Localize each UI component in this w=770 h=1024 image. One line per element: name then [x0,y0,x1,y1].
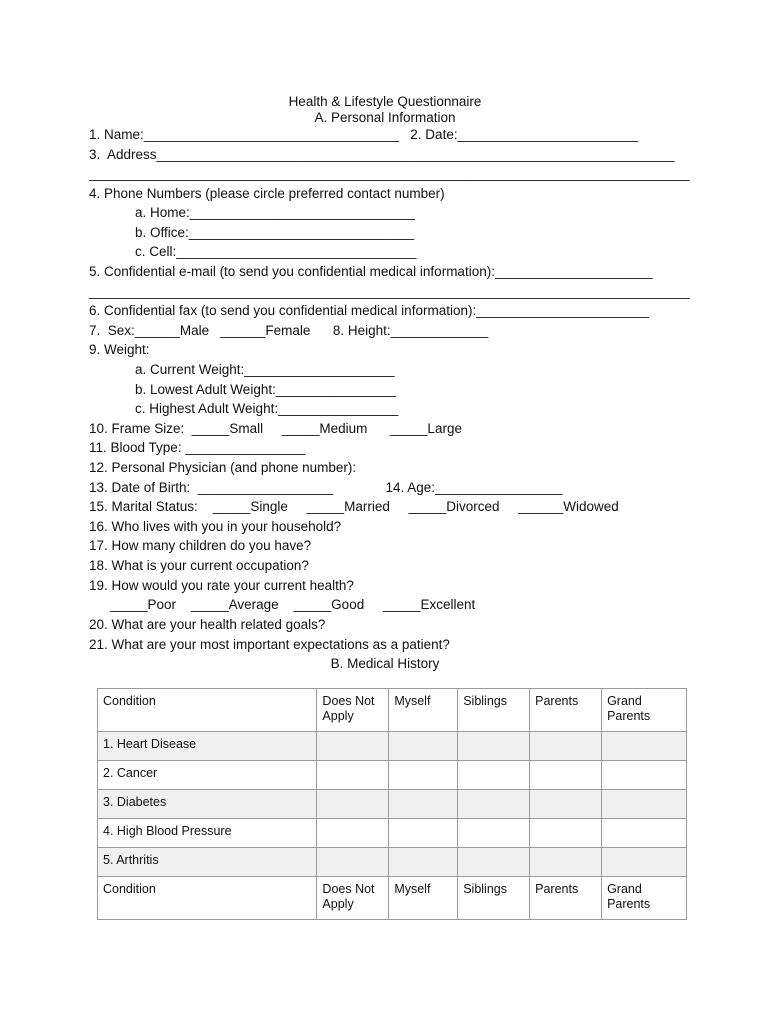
physician-label: 12. Personal Physician (and phone number): [89,460,357,475]
condition-diabetes: 3. Diabetes [98,790,317,819]
section-a-heading: A. Personal Information [314,110,456,125]
cell-does-not-apply[interactable] [317,848,389,877]
cell-siblings[interactable] [458,848,530,877]
cell-siblings[interactable] [458,790,530,819]
cell-does-not-apply[interactable] [317,732,389,761]
questionnaire-title: Health & Lifestyle Questionnaire [288,94,482,109]
cell-phone-field[interactable]: c. Cell:________________________________ [135,244,417,259]
header-myself: Myself [389,689,458,732]
rate-health-question: 19. How would you rate your current health? [89,578,354,593]
cell-grand-parents[interactable] [602,819,687,848]
cell-grand-parents[interactable] [602,761,687,790]
occupation-question: 18. What is your current occupation? [89,558,309,573]
cell-does-not-apply[interactable] [317,790,389,819]
address-continued-line[interactable]: ________________________________________________________________________________ [89,166,690,181]
fax-field[interactable]: 6. Confidential fax (to send you confidential medical information):_______________________ [89,303,649,318]
condition-cancer: 2. Cancer [98,761,317,790]
cell-does-not-apply[interactable] [317,761,389,790]
cell-myself[interactable] [389,790,458,819]
cell-grand-parents[interactable] [602,732,687,761]
condition-high-blood-pressure: 4. High Blood Pressure [98,819,317,848]
dob-age-field[interactable]: 13. Date of Birth: __________________ 14. Age:_________________ [89,480,563,495]
cell-parents[interactable] [530,819,602,848]
cell-siblings[interactable] [458,819,530,848]
home-phone-field[interactable]: a. Home:______________________________ [135,205,416,220]
cell-parents[interactable] [530,732,602,761]
children-question: 17. How many children do you have? [89,538,312,553]
blood-type-field[interactable]: 11. Blood Type: ________________ [89,440,306,455]
cell-parents[interactable] [530,848,602,877]
cell-myself[interactable] [389,819,458,848]
table-row [98,848,687,877]
header-parents: Parents [530,877,602,920]
office-phone-field[interactable]: b. Office:______________________________ [135,225,415,240]
current-weight-field[interactable]: a. Current Weight:____________________ [135,362,395,377]
header-condition: Condition [98,689,317,732]
condition-heart-disease: 1. Heart Disease [98,732,317,761]
cell-siblings[interactable] [458,732,530,761]
header-siblings: Siblings [458,689,530,732]
cell-myself[interactable] [389,761,458,790]
address-field[interactable]: 3. Address_____________________________________________________________________ [89,147,675,162]
header-does-not-apply: Does Not Apply [317,689,389,732]
weight-label: 9. Weight: [89,342,150,357]
highest-weight-field[interactable]: c. Highest Adult Weight:________________ [135,401,399,416]
header-condition: Condition [98,877,317,920]
frame-size-field[interactable]: 10. Frame Size: _____Small _____Medium _____Large [89,421,462,436]
email-continued-line[interactable]: ________________________________________________________________________________ [89,284,690,299]
table-row [98,819,687,848]
condition-arthritis: 5. Arthritis [98,848,317,877]
sex-height-field[interactable]: 7. Sex:______Male ______Female 8. Height:_____________ [89,323,489,338]
health-rating-options[interactable]: _____Poor _____Average _____Good _____Excellent [110,597,476,612]
header-grand-parents: Grand Parents [602,689,687,732]
cell-does-not-apply[interactable] [317,819,389,848]
cell-myself[interactable] [389,848,458,877]
cell-parents[interactable] [530,761,602,790]
marital-status-field[interactable]: 15. Marital Status: _____Single _____Married _____Divorced ______Widowed [89,499,619,514]
medical-history-table [97,688,687,920]
table-row [98,790,687,819]
section-b-heading: B. Medical History [330,656,440,671]
header-parents: Parents [530,689,602,732]
cell-siblings[interactable] [458,761,530,790]
table-row [98,732,687,761]
email-field[interactable]: 5. Confidential e-mail (to send you confidential medical information):_____________________ [89,264,653,279]
household-question: 16. Who lives with you in your household? [89,519,342,534]
cell-grand-parents[interactable] [602,848,687,877]
header-myself: Myself [389,877,458,920]
cell-grand-parents[interactable] [602,790,687,819]
table-header-row-repeat [98,877,687,920]
table-row [98,761,687,790]
cell-myself[interactable] [389,732,458,761]
phone-numbers-label: 4. Phone Numbers (please circle preferred contact number) [89,186,445,201]
header-does-not-apply: Does Not Apply [317,877,389,920]
header-grand-parents: Grand Parents [602,877,687,920]
table-header-row [98,689,687,732]
cell-parents[interactable] [530,790,602,819]
header-siblings: Siblings [458,877,530,920]
expectations-question: 21. What are your most important expectations as a patient? [89,637,450,652]
lowest-weight-field[interactable]: b. Lowest Adult Weight:________________ [135,382,396,397]
name-date-field[interactable]: 1. Name:__________________________________ 2. Date:________________________ [89,127,638,142]
goals-question: 20. What are your health related goals? [89,617,326,632]
